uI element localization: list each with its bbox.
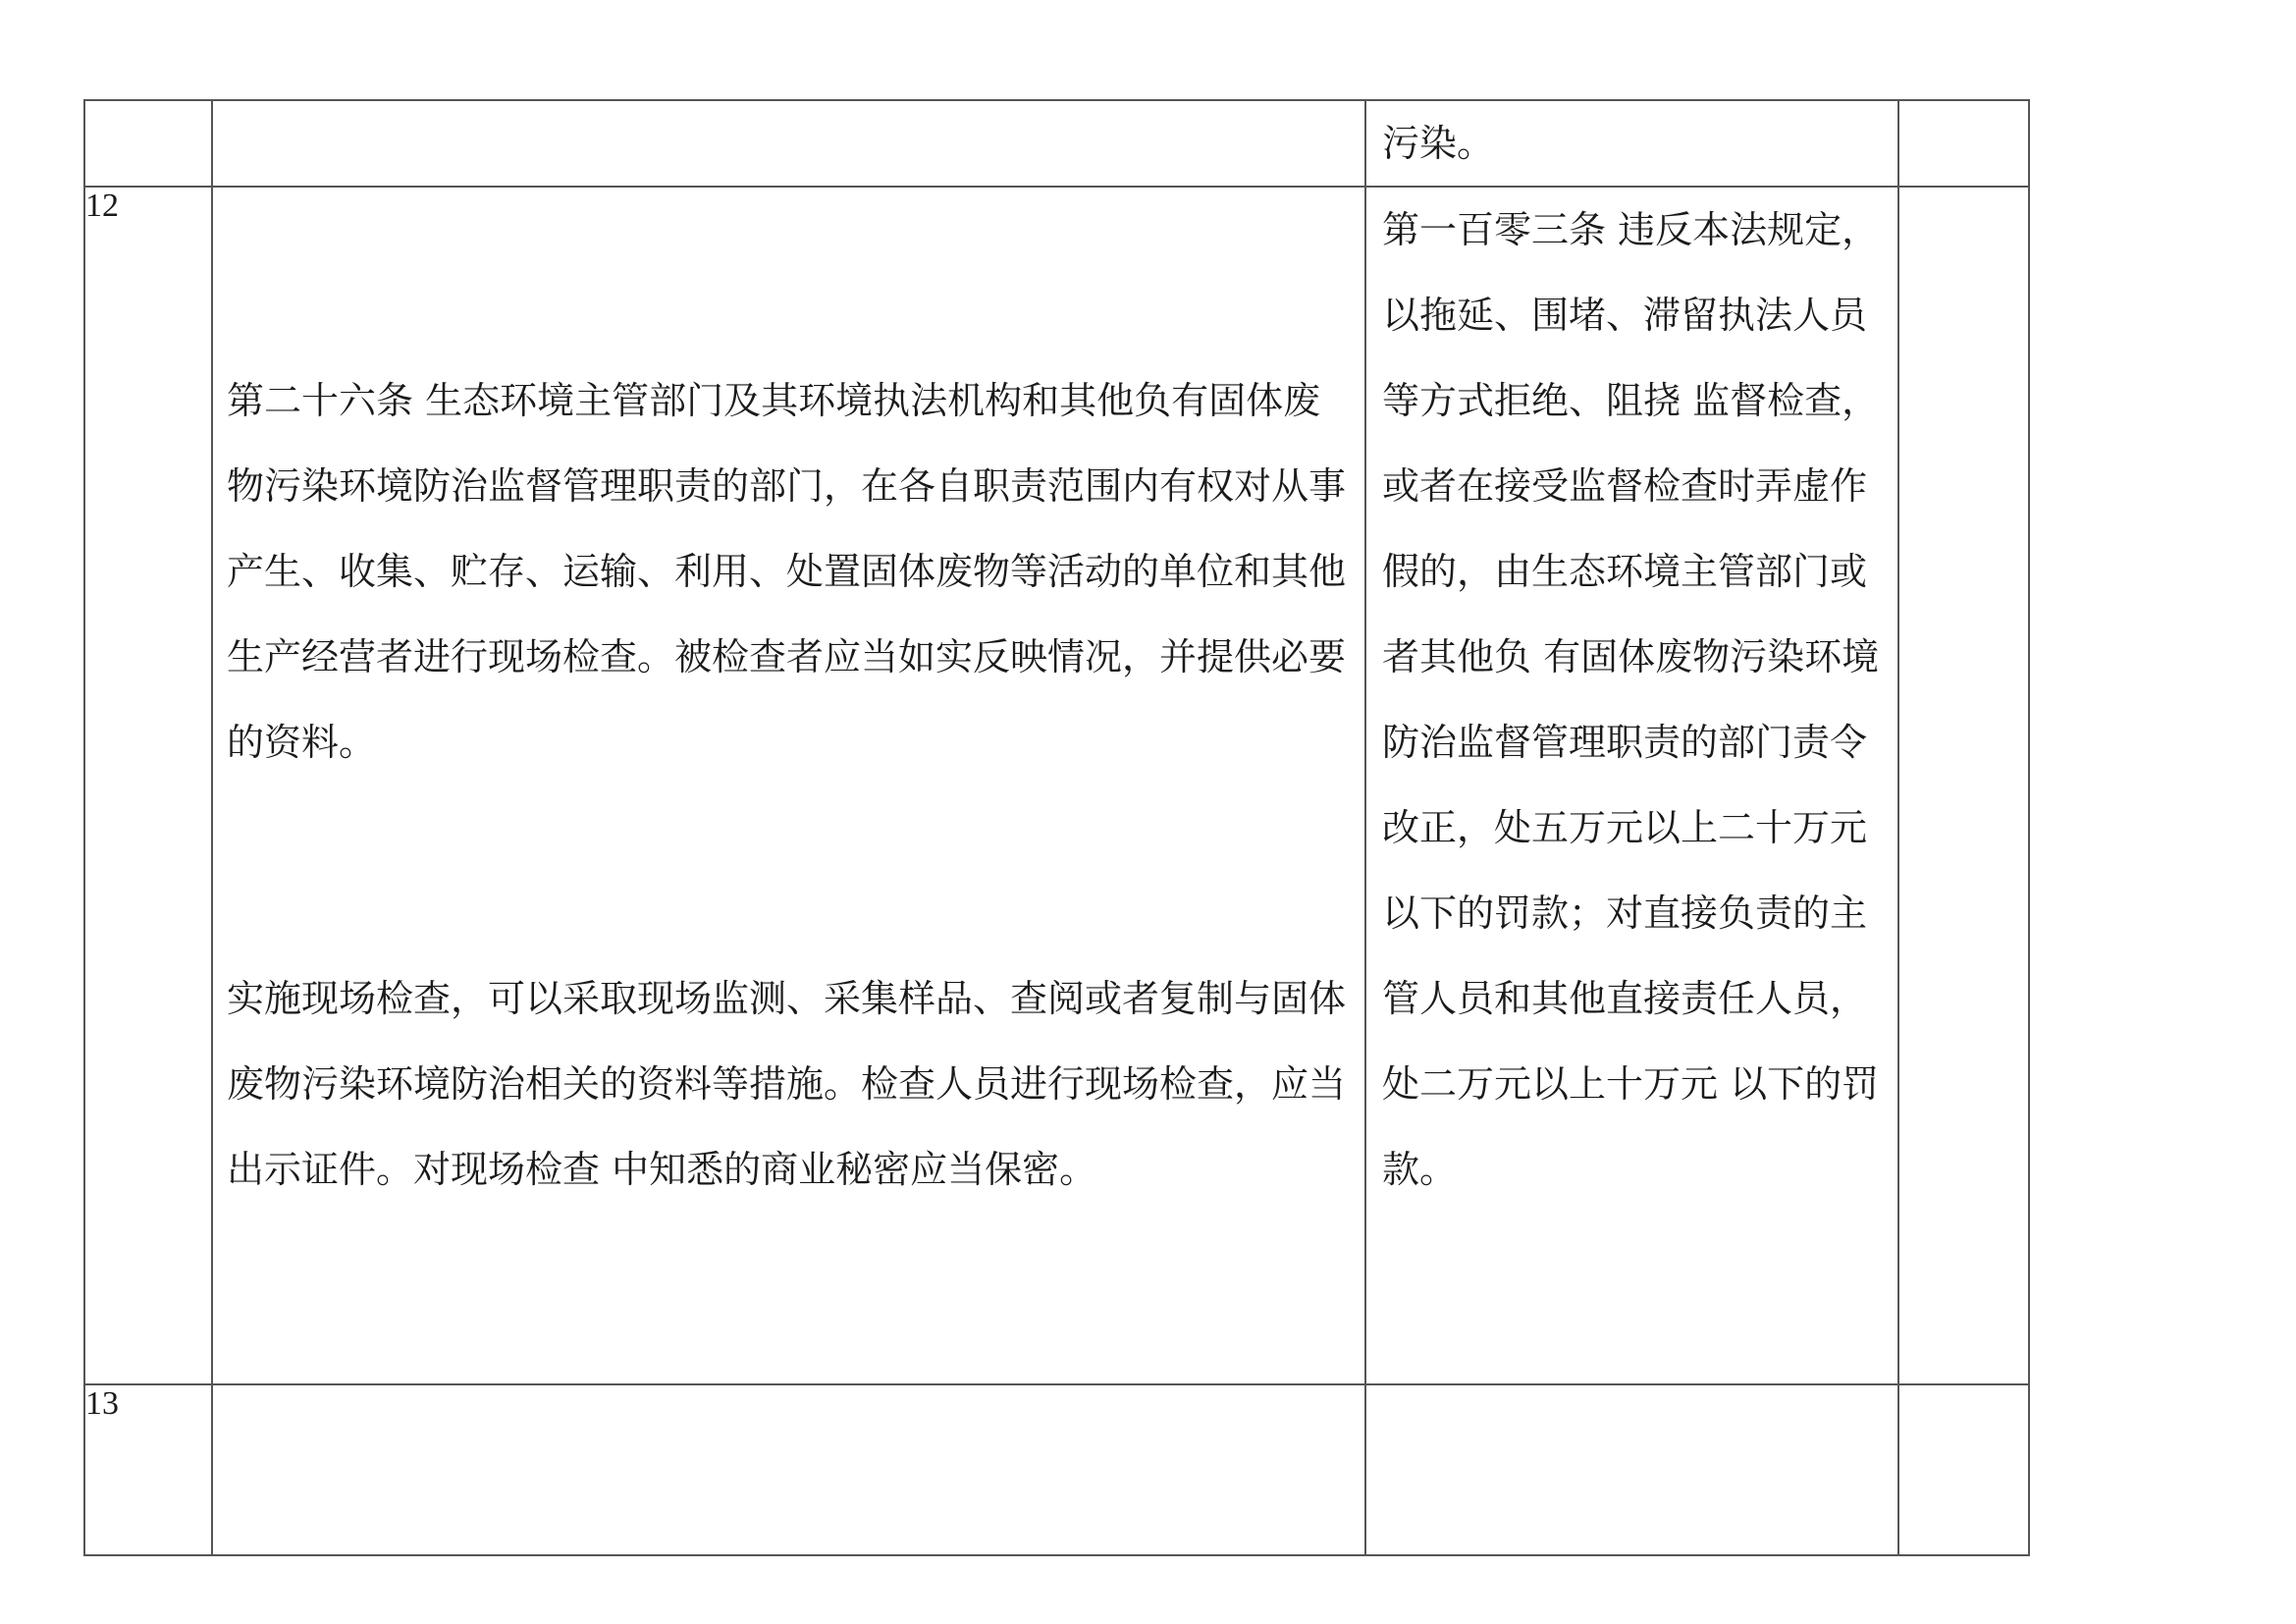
row-number: 12 [85, 188, 119, 224]
row-number-cell [84, 1384, 212, 1555]
penalty-text: 污染。 [1382, 122, 1495, 165]
penalty-cell [1365, 187, 1898, 1384]
provision-paragraph: 第二十六条 生态环境主管部门及其环境执法机构和其他负有固体废物污染环境防治监督管理职责的部门，在各自职责范围内有权对从事产生、收集、贮存、运输、利用、处置固体废物等活动的单位和其他生产经营者进行现场检查。被检查者应当如实反映情况，并提供必要的资料。 [227, 379, 1347, 764]
table-row [84, 187, 2029, 1384]
penalty-text: 第一百零三条 违反本法规定，以拖延、围堵、滞留执法人员等方式拒绝、阻挠 监督检查，或者在接受监督检查时弄虚作假的，由生态环境主管部门或者其他负 有固体废物污染环境防治监督管理职责的部门责令改正，处五万元以上二十万元 以下的罚款；对直接负责的主管人员和其他直接责任人员，处二万元以上十万元 以下的罚款。 [1382, 208, 1880, 1191]
provision-cell [212, 100, 1365, 187]
provision-paragraph: 实施现场检查，可以采取现场监测、采集样品、查阅或者复制与固体废物污染环境防治相关的资料等措施。检查人员进行现场检查，应当出示证件。对现场检查 中知悉的商业秘密应当保密。 [227, 977, 1347, 1191]
table-row [84, 100, 2029, 187]
provision-cell [212, 1384, 1365, 1555]
row-number-cell [84, 100, 212, 187]
provisions-table [83, 99, 2030, 1556]
table-row [84, 1384, 2029, 1555]
remark-cell [1898, 100, 2029, 187]
remark-cell [1898, 187, 2029, 1384]
provision-cell [212, 187, 1365, 1384]
penalty-cell [1365, 100, 1898, 187]
row-number: 13 [85, 1385, 119, 1422]
remark-cell [1898, 1384, 2029, 1555]
penalty-cell [1365, 1384, 1898, 1555]
row-number-cell [84, 187, 212, 1384]
